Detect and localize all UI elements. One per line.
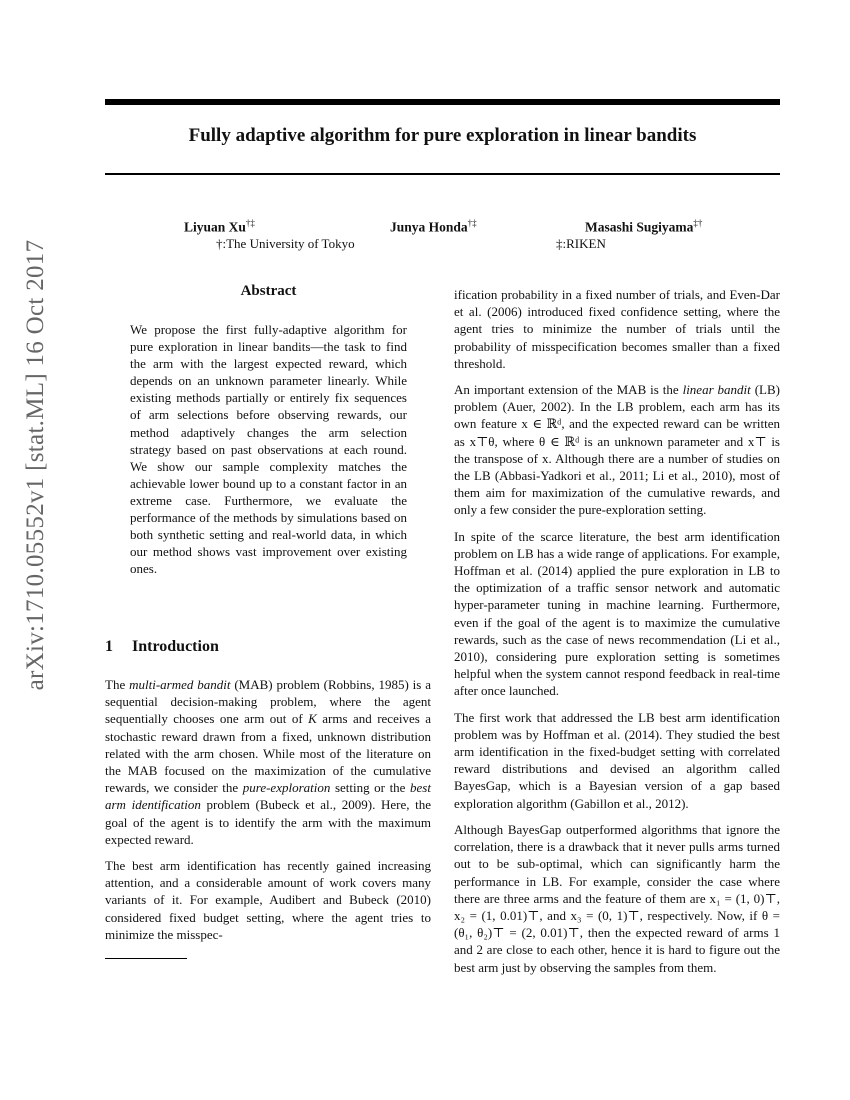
- section-number: 1: [105, 638, 113, 655]
- author-name: Liyuan Xu: [184, 219, 246, 235]
- paragraph: The multi-armed bandit (MAB) problem (Robbins, 1985) is a sequential decision-making problem, where the agent sequentially chooses one arm out of K arms and receives a stochastic reward drawn from a fixed, unknown distribution related with the arm chosen. While most of the literature on the MAB focused on the maximization of the cumulative rewards, we consider the pure-exploration setting or the best arm identification problem (Bubeck et al., 2009). Here, the goal of the agent is to identify the arm with the maximum expected reward.: [105, 677, 431, 847]
- paragraph: In spite of the scarce literature, the best arm identification problem on LB has a wide range of applications. For example, Hoffman et al. (2014) applied the pure exploration in LB to the optimization of a traffic sensor network and automatic hyper-parameter tuning in machine learning. Furthermore, even if the goal of the agent is to maximize the cumulative rewards, such as the case of news recommendation (Li et al., 2010), considering pure exploration setting is sometimes helpful when the system cannot respond feedback in real-time after once launched.: [454, 528, 780, 699]
- paragraph: The best arm identification has recently gained increasing attention, and a considerable amount of work covers many variants of it. For example, Audibert and Bubeck (2010) considered fixed budget setting, where the agent tries to minimize the misspec-: [105, 858, 431, 942]
- abstract-body: We propose the first fully-adaptive algorithm for pure exploration in linear bandits—the task to find the arm with the largest expected reward, which depends on an unknown parameter linearly. While existing methods partially or entirely fix sequences of arm selections before observing rewards, our method adaptively changes the arm selection strategy based on past observations at each round. We show our sample complexity matches the achievable lower bound up to a constant factor in an extreme case. Furthermore, we evaluate the performance of the methods by simulations based on both synthetic setting and real-world data, in which our method shows vast improvement over existing ones.: [130, 322, 407, 577]
- abstract-heading: Abstract: [240, 283, 297, 299]
- author-marks: †‡: [467, 218, 477, 228]
- author-name: Masashi Sugiyama: [585, 219, 694, 235]
- footnote-rule: [105, 958, 187, 959]
- author-marks: ‡†: [693, 218, 703, 228]
- affiliation-tokyo: †:The University of Tokyo: [216, 236, 355, 251]
- arxiv-identifier: arXiv:1710.05552v1 [stat.ML] 16 Oct 2017: [22, 239, 49, 691]
- author-2: [390, 218, 477, 236]
- right-column: [454, 286, 780, 985]
- left-column: [105, 676, 431, 952]
- author-name: Junya Honda: [390, 219, 468, 235]
- author-marks: †‡: [245, 218, 255, 228]
- paragraph: ification probability in a fixed number of trials, and Even-Dar et al. (2006) introduced fixed confidence setting, where the agent tries to minimize the number of trials until the probability of misspecification becomes smaller than a fixed threshold.: [454, 287, 780, 371]
- section-heading: [105, 638, 430, 656]
- paragraph: Although BayesGap outperformed algorithms that ignore the correlation, there is a drawback that it never pulls arms turned out to be sub-optimal, which can significantly harm the performance in LB. For example, consider the case where there are three arms and the feature of them are x₁ = (1, 0)⊤, x₂ = (1, 0.01)⊤, and x₃ = (0, 1)⊤, respectively. Now, if θ = (θ₁, θ₂)⊤ = (2, 0.01)⊤, then the expected reward of arms 1 and 2 are close to each other, hence it is hard to figure out the best arm just by observing the samples from them.: [454, 821, 780, 975]
- paragraph: An important extension of the MAB is the linear bandit (LB) problem (Auer, 2002). In the LB problem, each arm has its own feature x ∈ ℝᵈ, and the expected reward can be written as x⊤θ, where θ ∈ ℝᵈ is an unknown parameter and x⊤ is the transpose of x. Although there are a number of studies on the LB (Abbasi-Yadkori et al., 2011; Li et al., 2010), most of them aim for maximization of the cumulative rewards, and only a few consider the pure-exploration setting.: [454, 382, 780, 518]
- paper-title: Fully adaptive algorithm for pure exploration in linear bandits: [188, 125, 697, 146]
- title-rule-bottom: [105, 173, 780, 175]
- author-3: [585, 218, 702, 236]
- paragraph: The first work that addressed the LB best arm identification problem was by Hoffman et al. (2014). They studied the best arm identification in the fixed-budget setting with correlated reward distributions and devised an algorithm called BayesGap, which is a Bayesian version of a gap based exploration algorithm (Gabillon et al., 2012).: [454, 709, 780, 811]
- affiliation-riken: ‡:RIKEN: [556, 236, 606, 251]
- author-1: [184, 218, 255, 236]
- section-title: Introduction: [132, 638, 219, 655]
- title-rule-top: [105, 99, 780, 105]
